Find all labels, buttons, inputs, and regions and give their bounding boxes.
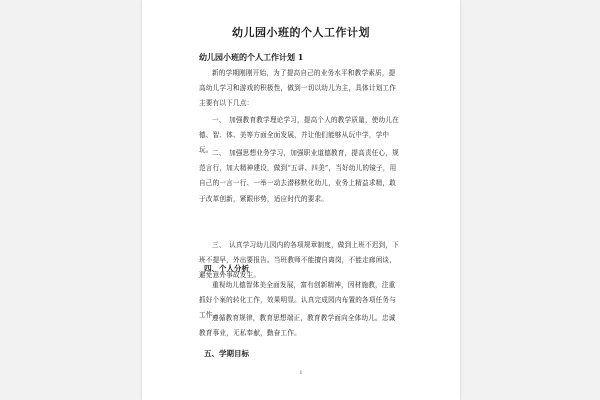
section-four-paragraph-1: 重视幼儿德智体美全面发展，富有创新精神，因材施教，注重抓好个案的转化工作，效果明显。认真完成园内布置的各项任务与工作。	[199, 281, 397, 320]
point-one-paragraph: 一、 加强教育教学理论学习，提高个人的教学质量，使幼儿在德、智、体、美等方面全面发展，并让他们能够从玩中学，学中玩。	[199, 116, 399, 155]
section-four-paragraph-2: 遵循教育规律，教育思想端正，教育教学面向全体幼儿。忠诚教育事业，无私奉献，勤奋工作。	[199, 314, 396, 338]
section-four-heading: 四、个人分析	[204, 264, 249, 273]
document-page	[142, 0, 460, 400]
document-subtitle: 幼儿园小班的个人工作计划 1	[199, 52, 304, 62]
point-three-paragraph: 三、 认真学习幼儿园内的各项规章制度，做到上班不迟到，下班不提早，外出要报告。当班教师不能擅自离岗，不能走廊闲谈，避免意外事故发生。	[199, 241, 399, 280]
page-number: 1	[299, 370, 303, 376]
point-two-paragraph: 二、 加强思想业务学习，加强职业道德教育，提高责任心，规范言行，加大精神建设，做到“五讲、四美”，当好幼儿的镜子，用自己的一言一行、一举一动去潜移默化幼儿，业务上精益求精，敢于改革创新，紧跟形势，适应时代的要求。	[199, 149, 399, 203]
section-five-heading: 五、学期目标	[204, 349, 249, 358]
document-title: 幼儿园小班的个人工作计划	[232, 26, 370, 39]
intro-paragraph: 新的学期刚刚开始，为了提高自己的业务水平和教学素质，提高幼儿学习和游戏的积极性，做到一切以幼儿为主，具体计划工作主要有以下几点：	[199, 69, 397, 108]
